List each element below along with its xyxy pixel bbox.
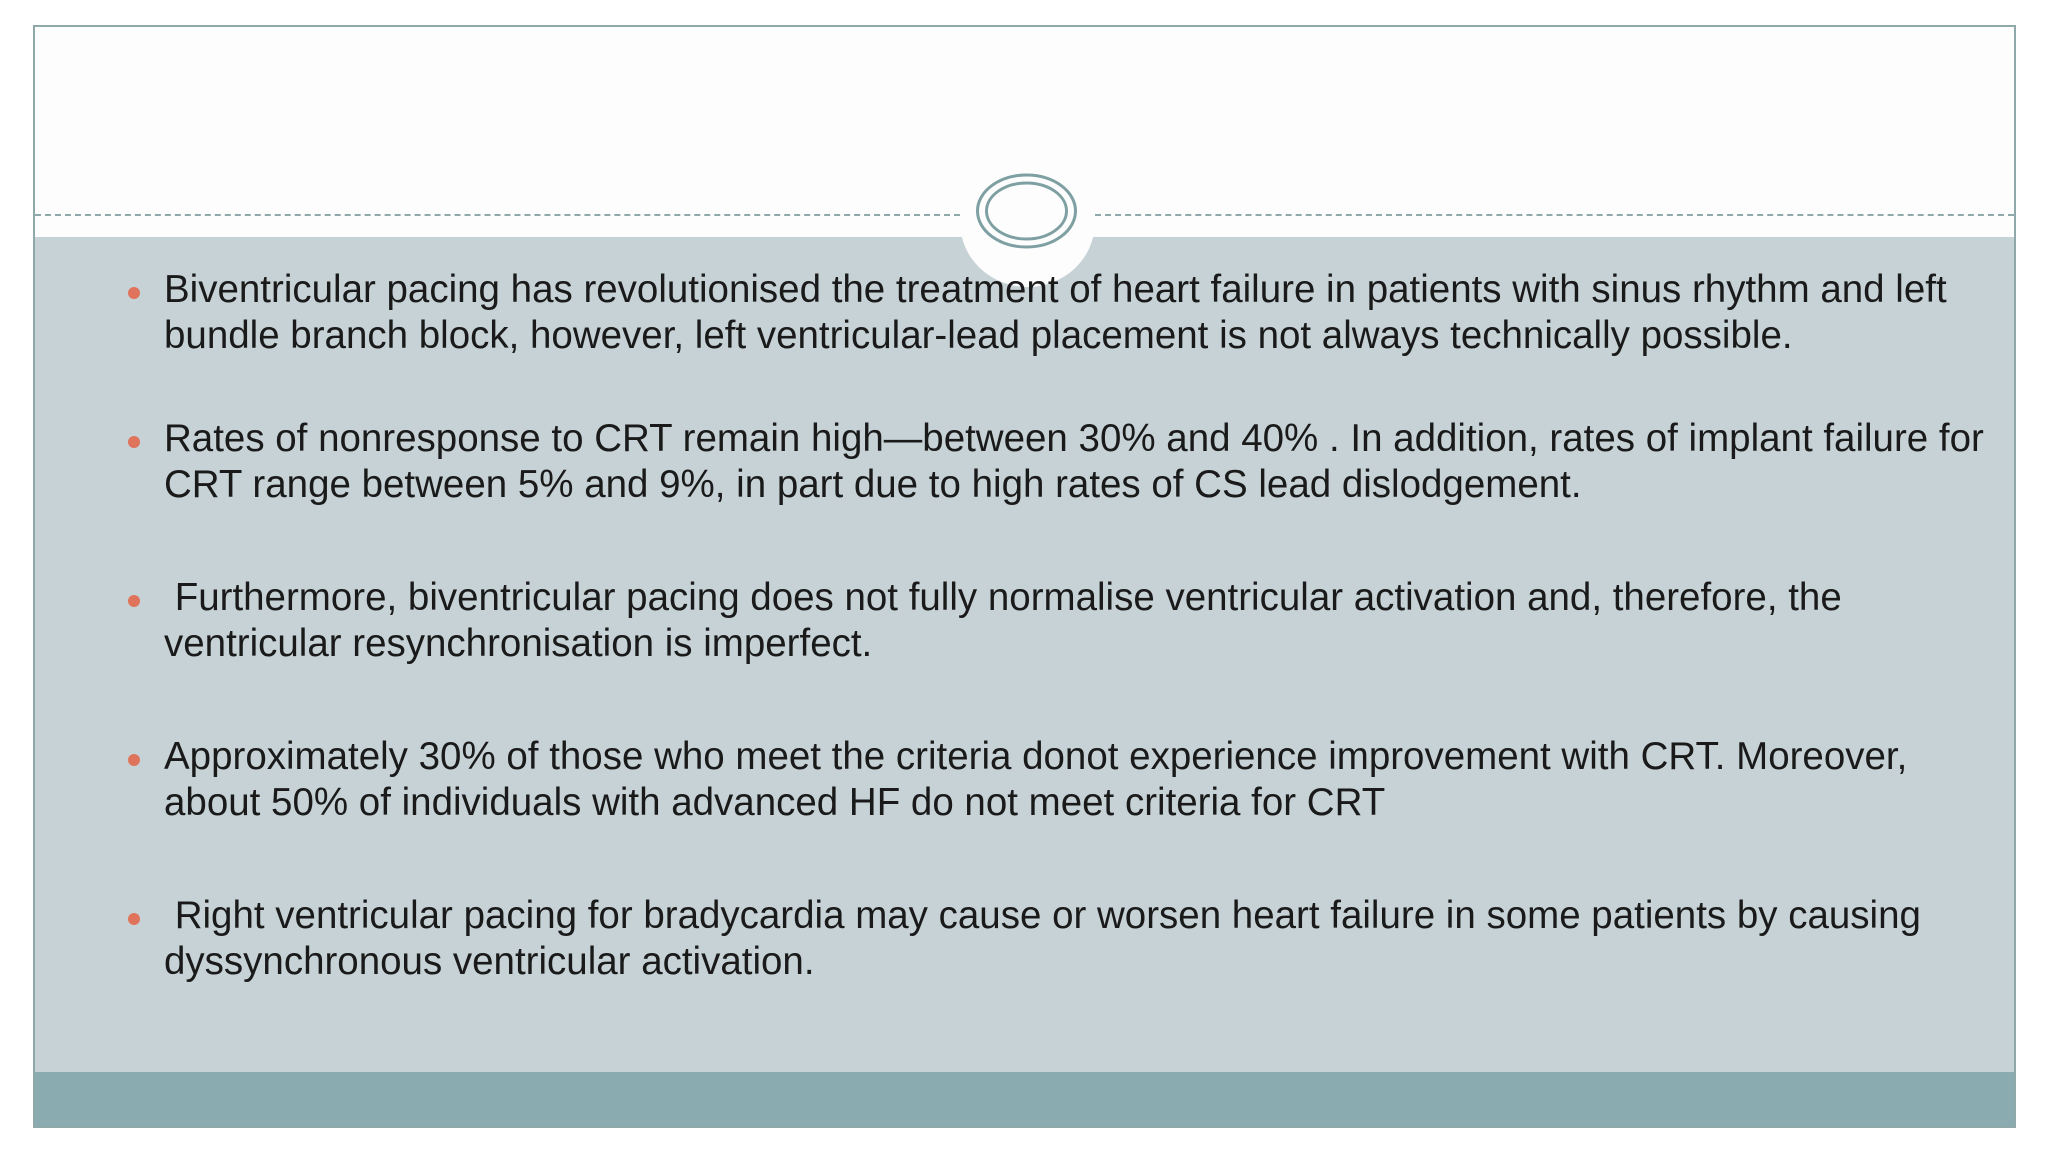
bullet-text: Right ventricular pacing for bradycardia may cause or worsen heart failure in some patients by causing dyssynchronous ventricular activation.: [164, 894, 1932, 983]
bullet-text: Biventricular pacing has revolutionised the treatment of heart failure in patients with sinus rhythm and left bundle branch block, however, left ventricular-lead placement is not always technically possible.: [164, 268, 1958, 357]
bullet-dot-icon: [128, 436, 140, 448]
bullet-text: Approximately 30% of those who meet the criteria donot experience improvement with CRT. Moreover, about 50% of individuals with advanced HF do not meet criteria for CRT: [164, 735, 1919, 824]
bullet-dot-icon: [128, 287, 140, 299]
bullet-text: Rates of nonresponse to CRT remain high—between 30% and 40% . In addition, rates of implant failure for CRT range between 5% and 9%, in part due to high rates of CS lead dislodgement.: [164, 417, 1995, 506]
bullet-list: [35, 27, 2014, 1126]
bullet-text: Furthermore, biventricular pacing does not fully normalise ventricular activation and, therefore, the ventricular resynchronisation is imperfect.: [164, 576, 1853, 665]
bullet-dot-icon: [128, 595, 140, 607]
bullet-dot-icon: [128, 754, 140, 766]
slide: [33, 25, 2016, 1128]
bullet-dot-icon: [128, 913, 140, 925]
